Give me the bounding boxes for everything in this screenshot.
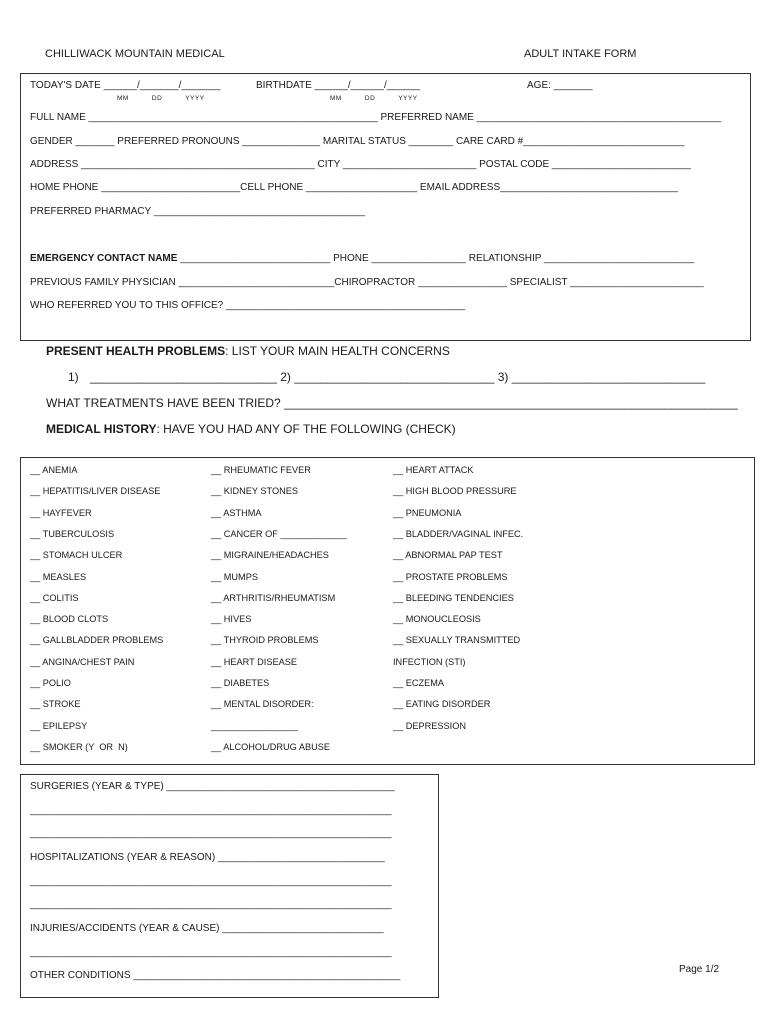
condition-checkbox-item[interactable]: __ HIGH BLOOD PRESSURE — [393, 486, 517, 497]
emergency-contact-row[interactable] — [30, 253, 694, 264]
todays-date-format: MM DD YYYY — [117, 95, 205, 102]
condition-checkbox-item[interactable]: __ HEART DISEASE — [211, 656, 297, 667]
medical-history-box — [20, 457, 755, 765]
condition-checkbox-item[interactable]: __ ALCOHOL/DRUG ABUSE — [211, 741, 330, 752]
medical-history-heading-bold: MEDICAL HISTORY — [46, 422, 157, 436]
surgeries-row[interactable]: SURGERIES (YEAR & TYPE) _________________________________________ — [30, 781, 395, 792]
todays-date-field[interactable]: TODAY'S DATE ______/_______/_______ — [30, 80, 221, 91]
condition-checkbox-item[interactable]: __ TUBERCULOSIS — [30, 528, 115, 539]
condition-checkbox-item[interactable]: __ HAYFEVER — [30, 507, 92, 518]
condition-checkbox-item[interactable]: __ ECZEMA — [393, 678, 445, 688]
condition-checkbox-item[interactable]: __ MENTAL DISORDER: — [211, 699, 314, 710]
page-number: Page 1/2 — [679, 964, 720, 975]
birthdate-format: MM DD YYYY — [330, 95, 418, 102]
other-conditions-row[interactable]: OTHER CONDITIONS ________________________________________________ — [30, 970, 401, 981]
condition-checkbox-item[interactable]: __ ARTHRITIS/RHEUMATISM — [211, 592, 336, 603]
referred-row[interactable]: WHO REFERRED YOU TO THIS OFFICE? ___________________________________________ — [30, 300, 466, 311]
condition-checkbox-item[interactable]: INFECTION (STI) — [393, 656, 466, 667]
hospitalizations-row[interactable]: HOSPITALIZATIONS (YEAR & REASON) ______________________________ — [30, 852, 385, 863]
condition-checkbox-item[interactable]: __ ABNORMAL PAP TEST — [393, 550, 503, 561]
condition-checkbox-item[interactable]: __ ANEMIA — [30, 465, 78, 475]
surgeries-blank-1[interactable]: _________________________________________________________________ — [30, 805, 392, 816]
emergency-contact-fields: ___________________________ PHONE _________________ RELATIONSHIP ___________________________ — [177, 253, 695, 264]
injuries-row[interactable]: INJURIES/ACCIDENTS (YEAR & CAUSE) _____________________________ — [30, 923, 384, 934]
condition-checkbox-item[interactable]: __ BLADDER/VAGINAL INFEC. — [393, 528, 524, 539]
hospitalizations-blank-2[interactable]: _________________________________________________________________ — [30, 899, 392, 910]
phone-row[interactable]: HOME PHONE _________________________CELL PHONE ____________________ EMAIL ADDRESS________________________________ — [30, 182, 679, 193]
form-title: ADULT INTAKE FORM — [524, 48, 637, 60]
condition-checkbox-item[interactable]: _________________ — [211, 720, 298, 731]
address-row[interactable]: ADDRESS __________________________________________ CITY ________________________ POSTAL CODE _________________________ — [30, 159, 691, 170]
condition-checkbox-item[interactable]: __ POLIO — [30, 678, 71, 688]
condition-checkbox-item[interactable]: __ PROSTATE PROBLEMS — [393, 571, 508, 582]
concerns-row[interactable]: ____________________________ 2) ______________________________ 3) _____________________________ — [90, 370, 706, 384]
condition-checkbox-item[interactable]: __ KIDNEY STONES — [211, 486, 298, 497]
birthdate-field[interactable]: BIRTHDATE ______/______/______ — [256, 80, 421, 91]
condition-checkbox-item[interactable]: __ SMOKER (Y OR N) — [30, 741, 128, 752]
condition-checkbox-item[interactable]: __ GALLBLADDER PROBLEMS — [30, 635, 164, 646]
clinic-name: CHILLIWACK MOUNTAIN MEDICAL — [45, 48, 225, 60]
condition-checkbox-item[interactable]: __ RHEUMATIC FEVER — [211, 465, 311, 475]
condition-checkbox-item[interactable]: __ ASTHMA — [211, 507, 262, 518]
medical-history-heading-rest: : HAVE YOU HAD ANY OF THE FOLLOWING (CHECK) — [156, 422, 456, 436]
concern-number-1: 1) — [68, 370, 79, 384]
pharmacy-row[interactable]: PREFERRED PHARMACY ______________________________________ — [30, 206, 366, 217]
hospitalizations-blank-1[interactable]: _________________________________________________________________ — [30, 876, 392, 887]
condition-checkbox-item[interactable]: __ SEXUALLY TRANSMITTED — [393, 635, 521, 646]
condition-checkbox-item[interactable]: __ BLEEDING TENDENCIES — [393, 592, 514, 603]
treatments-row[interactable]: WHAT TREATMENTS HAVE BEEN TRIED? ____________________________________________________________________ — [46, 396, 738, 410]
condition-checkbox-item[interactable]: __ CANCER OF _____________ — [211, 528, 347, 539]
medical-history-heading — [46, 422, 456, 436]
condition-checkbox-item[interactable]: __ THYROID PROBLEMS — [211, 635, 319, 646]
health-problems-heading-bold: PRESENT HEALTH PROBLEMS — [46, 344, 226, 358]
condition-checkbox-item[interactable]: __ PNEUMONIA — [393, 507, 462, 518]
condition-checkbox-item[interactable]: __ DIABETES — [211, 678, 270, 688]
condition-checkbox-item[interactable]: __ BLOOD CLOTS — [30, 614, 109, 625]
age-field[interactable]: AGE: _______ — [527, 80, 593, 91]
condition-checkbox-item[interactable]: __ EPILEPSY — [30, 720, 88, 731]
gender-row[interactable]: GENDER _______ PREFERRED PRONOUNS ______________ MARITAL STATUS ________ CARE CARD #_____________________________ — [30, 136, 685, 147]
condition-checkbox-item[interactable]: __ HIVES — [211, 614, 252, 625]
condition-checkbox-item[interactable]: __ DEPRESSION — [393, 720, 467, 731]
condition-checkbox-item[interactable]: __ COLITIS — [30, 592, 79, 603]
condition-checkbox-item[interactable]: __ EATING DISORDER — [393, 699, 491, 710]
surgeries-blank-2[interactable]: _________________________________________________________________ — [30, 828, 392, 839]
full-name-row[interactable]: FULL NAME ____________________________________________________ PREFERRED NAME ____________________________________________ — [30, 112, 722, 123]
physician-row[interactable]: PREVIOUS FAMILY PHYSICIAN ____________________________CHIROPRACTOR ________________ SPECIALIST ________________________ — [30, 277, 704, 288]
condition-checkbox-item[interactable]: __ ANGINA/CHEST PAIN — [30, 656, 135, 667]
condition-checkbox-item[interactable]: __ HEART ATTACK — [393, 465, 474, 475]
condition-checkbox-item[interactable]: __ MIGRAINE/HEADACHES — [211, 550, 329, 561]
condition-checkbox-item[interactable]: __ STOMACH ULCER — [30, 550, 123, 561]
condition-checkbox-item[interactable]: __ MONOUCLEOSIS — [393, 614, 481, 625]
condition-checkbox-item[interactable]: __ STROKE — [30, 699, 81, 710]
condition-checkbox-item[interactable]: __ HEPATITIS/LIVER DISEASE — [30, 486, 161, 497]
injuries-blank-1[interactable]: _________________________________________________________________ — [30, 947, 392, 958]
condition-checkbox-item[interactable]: __ MUMPS — [211, 571, 258, 582]
health-problems-heading-rest: : LIST YOUR MAIN HEALTH CONCERNS — [225, 344, 450, 358]
emergency-contact-label: EMERGENCY CONTACT NAME — [30, 253, 178, 264]
health-problems-heading — [46, 344, 450, 358]
condition-checkbox-item[interactable]: __ MEASLES — [30, 571, 87, 582]
